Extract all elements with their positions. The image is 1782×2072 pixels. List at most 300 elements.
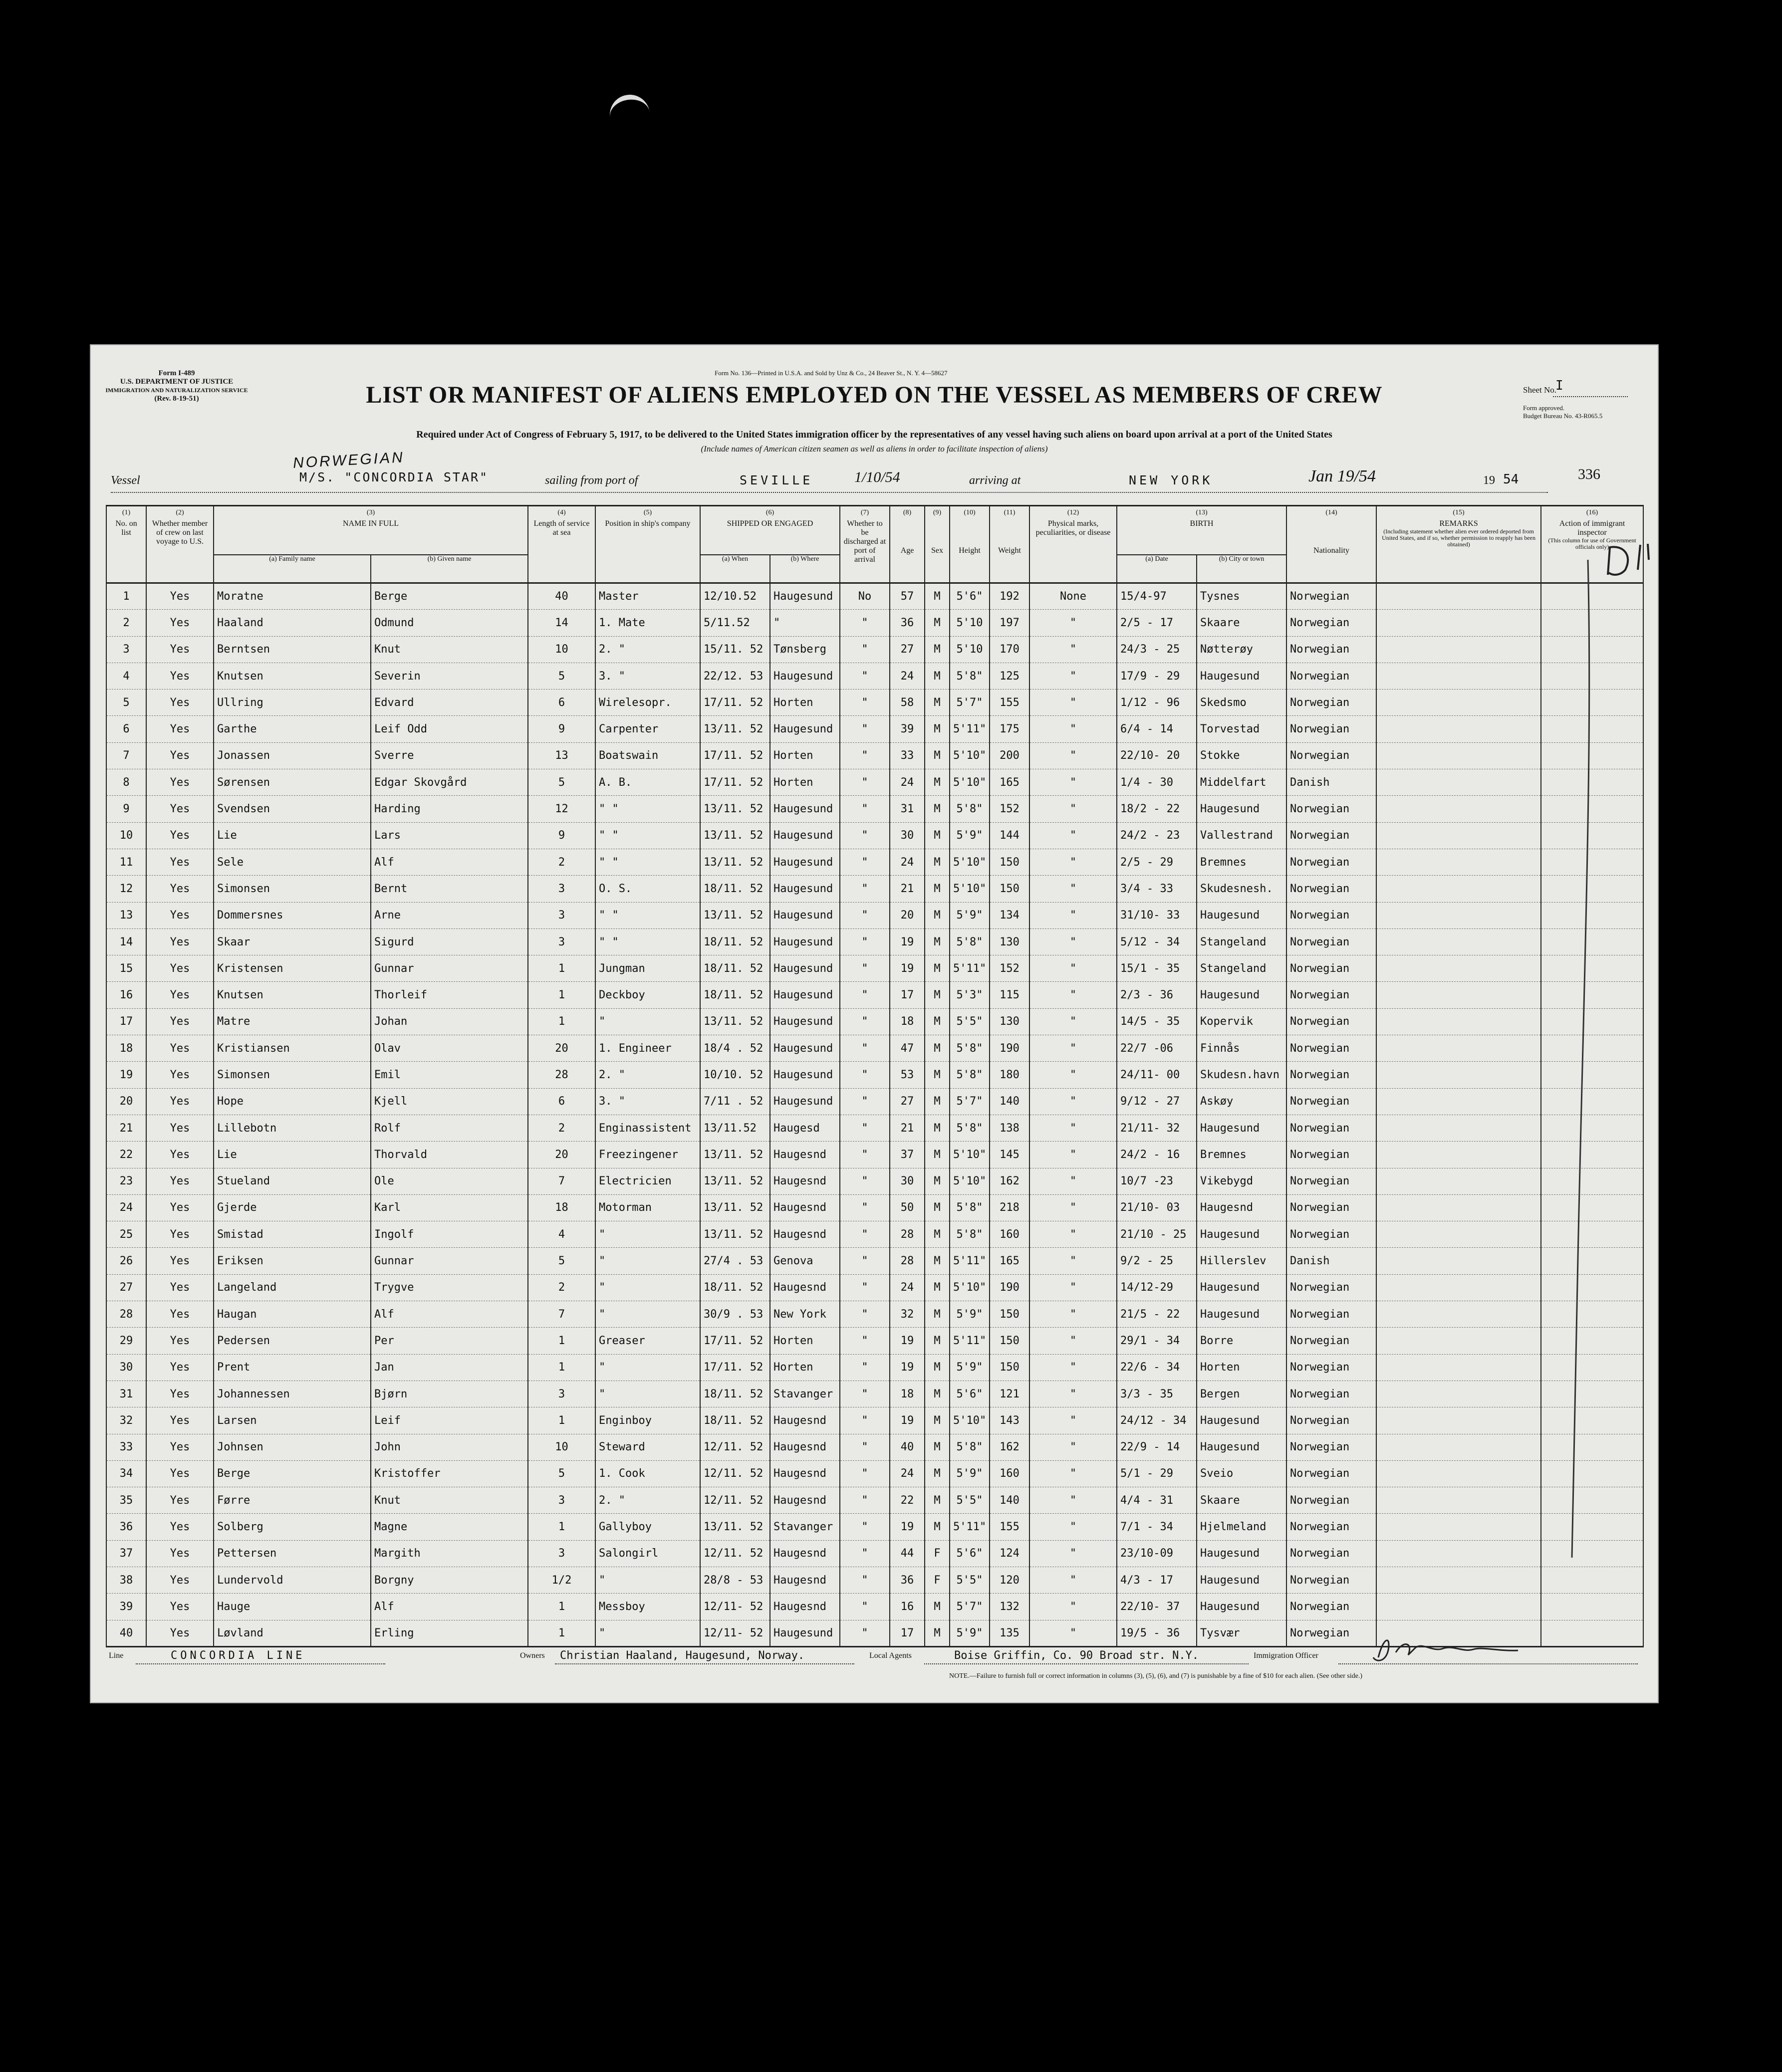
- cell-bcity: Tysnes: [1197, 583, 1286, 610]
- cell-sex: M: [925, 1460, 950, 1487]
- cell-physical: ": [1029, 1407, 1117, 1434]
- col-number: (15): [1376, 506, 1541, 520]
- cell-where: Haugesnd: [770, 1168, 840, 1194]
- departure-port: SEVILLE: [740, 473, 813, 487]
- cell-physical: ": [1029, 1620, 1117, 1646]
- cell-sex: M: [925, 690, 950, 716]
- cell-where: Haugesund: [770, 1088, 840, 1115]
- cell-crew: Yes: [146, 1487, 214, 1514]
- cell-when: 13/11. 52: [700, 849, 770, 875]
- cell-physical: ": [1029, 1168, 1117, 1194]
- cell-nationality: Norwegian: [1286, 1620, 1376, 1646]
- cell-nationality: Norwegian: [1286, 1434, 1376, 1460]
- cell-sex: M: [925, 1008, 950, 1035]
- cell-weight: 200: [990, 742, 1029, 769]
- cell-age: 24: [890, 849, 925, 875]
- col-number: (16): [1541, 506, 1643, 520]
- cell-family: Dommersnes: [214, 902, 371, 928]
- cell-crew: Yes: [146, 1248, 214, 1274]
- cell-crew: Yes: [146, 1567, 214, 1593]
- cell-bdate: 17/9 - 29: [1117, 663, 1197, 689]
- cell-where: Haugesnd: [770, 1434, 840, 1460]
- cell-height: 5'5": [950, 1487, 990, 1514]
- cell-weight: 130: [990, 1008, 1029, 1035]
- cell-position: Messboy: [595, 1594, 700, 1620]
- cell-bcity: Vallestrand: [1197, 822, 1286, 849]
- cell-discharged: ": [840, 1434, 890, 1460]
- cell-discharged: ": [840, 690, 890, 716]
- cell-height: 5'6": [950, 1381, 990, 1407]
- cell-family: Berntsen: [214, 636, 371, 663]
- cell-nationality: Norwegian: [1286, 1115, 1376, 1141]
- cell-height: 5'8": [950, 1221, 990, 1248]
- cell-family: Kristiansen: [214, 1035, 371, 1062]
- cell-remarks: [1376, 1115, 1541, 1141]
- cell-where: Haugesund: [770, 876, 840, 902]
- cell-height: 5'6": [950, 583, 990, 610]
- cell-age: 19: [890, 1407, 925, 1434]
- col-number: (14): [1286, 506, 1376, 520]
- cell-family: Garthe: [214, 716, 371, 742]
- cell-remarks: [1376, 1514, 1541, 1540]
- cell-physical: ": [1029, 1354, 1117, 1381]
- crew-rows: [106, 583, 1643, 1647]
- cell-age: 24: [890, 663, 925, 689]
- owners-rule: [555, 1663, 854, 1664]
- officer-label: Immigration Officer: [1254, 1651, 1318, 1660]
- cell-service: 1: [528, 1620, 595, 1646]
- header-length-service: Length of service at sea: [528, 519, 595, 583]
- crew-row: [106, 796, 1643, 822]
- cell-position: ": [595, 1008, 700, 1035]
- cell-when: 13/11. 52: [700, 1008, 770, 1035]
- cell-where: Haugesund: [770, 955, 840, 982]
- cell-weight: 150: [990, 849, 1029, 875]
- cell-position: ": [595, 1248, 700, 1274]
- cell-no: 5: [106, 690, 146, 716]
- cell-given: Kjell: [371, 1088, 528, 1115]
- approval-line: Form approved.: [1523, 404, 1565, 412]
- cell-age: 33: [890, 742, 925, 769]
- action-title: Action of immigrant inspector: [1559, 519, 1625, 537]
- cell-physical: ": [1029, 1301, 1117, 1328]
- cell-bdate: 24/11- 00: [1117, 1062, 1197, 1088]
- cell-when: 18/11. 52: [700, 928, 770, 955]
- cell-no: 32: [106, 1407, 146, 1434]
- cell-bcity: Haugesund: [1197, 1434, 1286, 1460]
- cell-position: ": [595, 1567, 700, 1593]
- cell-crew: Yes: [146, 716, 214, 742]
- cell-bdate: 3/4 - 33: [1117, 876, 1197, 902]
- cell-crew: Yes: [146, 1115, 214, 1141]
- cell-when: 13/11. 52: [700, 1514, 770, 1540]
- crew-row: [106, 716, 1643, 742]
- cell-bdate: 22/6 - 34: [1117, 1354, 1197, 1381]
- cell-family: Førre: [214, 1487, 371, 1514]
- cell-physical: ": [1029, 716, 1117, 742]
- cell-bdate: 3/3 - 35: [1117, 1381, 1197, 1407]
- cell-where: Haugesnd: [770, 1567, 840, 1593]
- cell-height: 5'11": [950, 955, 990, 982]
- cell-service: 13: [528, 742, 595, 769]
- cell-given: Gunnar: [371, 1248, 528, 1274]
- cell-where: Stavanger: [770, 1514, 840, 1540]
- cell-family: Stueland: [214, 1168, 371, 1194]
- cell-position: A. B.: [595, 769, 700, 796]
- cell-service: 2: [528, 1274, 595, 1301]
- cell-bcity: Hjelmeland: [1197, 1514, 1286, 1540]
- crew-row: [106, 1142, 1643, 1168]
- cell-sex: M: [925, 955, 950, 982]
- cell-height: 5'10": [950, 1407, 990, 1434]
- cell-service: 3: [528, 1381, 595, 1407]
- crew-row: [106, 1221, 1643, 1248]
- cell-service: 9: [528, 716, 595, 742]
- cell-when: 12/11. 52: [700, 1487, 770, 1514]
- cell-sex: M: [925, 1487, 950, 1514]
- cell-family: Larsen: [214, 1407, 371, 1434]
- cell-physical: ": [1029, 955, 1117, 982]
- cell-when: 13/11. 52: [700, 1194, 770, 1221]
- cell-bdate: 6/4 - 14: [1117, 716, 1197, 742]
- cell-weight: 150: [990, 1354, 1029, 1381]
- cell-no: 37: [106, 1540, 146, 1567]
- header-nationality: Nationality: [1286, 519, 1376, 583]
- cell-position: ": [595, 1301, 700, 1328]
- cell-where: Haugesnd: [770, 1221, 840, 1248]
- cell-position: 1. Mate: [595, 610, 700, 636]
- cell-physical: ": [1029, 1194, 1117, 1221]
- sheet-label: Sheet No.: [1523, 385, 1557, 395]
- cell-remarks: [1376, 1381, 1541, 1407]
- cell-family: Hope: [214, 1088, 371, 1115]
- cell-crew: Yes: [146, 1381, 214, 1407]
- cell-family: Haaland: [214, 610, 371, 636]
- cell-when: 13/11. 52: [700, 822, 770, 849]
- cell-when: 17/11. 52: [700, 690, 770, 716]
- cell-remarks: [1376, 902, 1541, 928]
- cell-height: 5'8": [950, 1434, 990, 1460]
- cell-nationality: Norwegian: [1286, 1274, 1376, 1301]
- cell-age: 39: [890, 716, 925, 742]
- cell-remarks: [1376, 583, 1541, 610]
- header-height: Height: [950, 519, 990, 583]
- cell-weight: 140: [990, 1088, 1029, 1115]
- cell-bcity: Skaare: [1197, 1487, 1286, 1514]
- cell-sex: M: [925, 1035, 950, 1062]
- cell-discharged: ": [840, 1194, 890, 1221]
- cell-sex: M: [925, 636, 950, 663]
- cell-physical: None: [1029, 583, 1117, 610]
- cell-sex: M: [925, 1194, 950, 1221]
- cell-remarks: [1376, 769, 1541, 796]
- cell-when: 17/11. 52: [700, 769, 770, 796]
- cell-remarks: [1376, 1434, 1541, 1460]
- department-name: U.S. DEPARTMENT OF JUSTICE: [120, 378, 234, 386]
- cell-given: Alf: [371, 1594, 528, 1620]
- cell-bcity: Stokke: [1197, 742, 1286, 769]
- cell-family: Pettersen: [214, 1540, 371, 1567]
- cell-no: 6: [106, 716, 146, 742]
- cell-where: Haugesund: [770, 1062, 840, 1088]
- vessel-label: Vessel: [111, 474, 140, 487]
- cell-given: Bernt: [371, 876, 528, 902]
- cell-sex: M: [925, 1115, 950, 1141]
- cell-action: [1541, 1620, 1643, 1646]
- cell-given: Leif Odd: [371, 716, 528, 742]
- cell-bdate: 21/10 - 25: [1117, 1221, 1197, 1248]
- cell-when: 28/8 - 53: [700, 1567, 770, 1593]
- crew-row: [106, 1514, 1643, 1540]
- cell-nationality: Norwegian: [1286, 1088, 1376, 1115]
- cell-when: 18/11. 52: [700, 955, 770, 982]
- cell-no: 24: [106, 1194, 146, 1221]
- cell-position: 1. Engineer: [595, 1035, 700, 1062]
- cell-where: Haugesund: [770, 583, 840, 610]
- cell-given: Alf: [371, 1301, 528, 1328]
- cell-given: Johan: [371, 1008, 528, 1035]
- cell-age: 21: [890, 1115, 925, 1141]
- cell-given: Ole: [371, 1168, 528, 1194]
- cell-service: 1: [528, 1354, 595, 1381]
- cell-given: John: [371, 1434, 528, 1460]
- cell-given: Sigurd: [371, 928, 528, 955]
- cell-given: Borgny: [371, 1567, 528, 1593]
- cell-given: Erling: [371, 1620, 528, 1646]
- cell-sex: M: [925, 1594, 950, 1620]
- cell-nationality: Norwegian: [1286, 1142, 1376, 1168]
- cell-when: 13/11. 52: [700, 902, 770, 928]
- sailing-label: sailing from port of: [545, 474, 638, 487]
- cell-position: " ": [595, 928, 700, 955]
- cell-discharged: ": [840, 1460, 890, 1487]
- crew-row: [106, 1381, 1643, 1407]
- crew-row: [106, 1301, 1643, 1328]
- cell-discharged: ": [840, 1168, 890, 1194]
- cell-height: 5'10": [950, 849, 990, 875]
- cell-remarks: [1376, 1354, 1541, 1381]
- cell-remarks: [1376, 610, 1541, 636]
- cell-nationality: Norwegian: [1286, 1354, 1376, 1381]
- cell-service: 1: [528, 1594, 595, 1620]
- sheet-number: I: [1555, 378, 1563, 393]
- cell-height: 5'10": [950, 769, 990, 796]
- cell-age: 19: [890, 1354, 925, 1381]
- cell-age: 17: [890, 1620, 925, 1646]
- cell-given: Jan: [371, 1354, 528, 1381]
- cell-remarks: [1376, 1460, 1541, 1487]
- cell-when: 13/11.52: [700, 1115, 770, 1141]
- cell-age: 20: [890, 902, 925, 928]
- cell-when: 10/10. 52: [700, 1062, 770, 1088]
- cell-position: ": [595, 1620, 700, 1646]
- cell-sex: M: [925, 902, 950, 928]
- cell-physical: ": [1029, 902, 1117, 928]
- cell-position: Boatswain: [595, 742, 700, 769]
- cell-weight: 160: [990, 1460, 1029, 1487]
- cell-height: 5'8": [950, 1194, 990, 1221]
- cell-crew: Yes: [146, 1274, 214, 1301]
- vessel-name: M/S. "CONCORDIA STAR": [299, 470, 489, 484]
- cell-bcity: Haugesund: [1197, 1221, 1286, 1248]
- cell-when: 18/11. 52: [700, 1407, 770, 1434]
- cell-sex: F: [925, 1567, 950, 1593]
- cell-discharged: ": [840, 1115, 890, 1141]
- cell-given: Berge: [371, 583, 528, 610]
- cell-sex: M: [925, 663, 950, 689]
- header-shipped-engaged: SHIPPED OR ENGAGED: [700, 519, 840, 555]
- cell-where: Tønsberg: [770, 636, 840, 663]
- cell-no: 21: [106, 1115, 146, 1141]
- cell-weight: 135: [990, 1620, 1029, 1646]
- cell-service: 10: [528, 1434, 595, 1460]
- cell-discharged: ": [840, 1035, 890, 1062]
- col-number: (7): [840, 506, 890, 520]
- cell-crew: Yes: [146, 583, 214, 610]
- cell-service: 5: [528, 769, 595, 796]
- cell-age: 19: [890, 928, 925, 955]
- cell-weight: 120: [990, 1567, 1029, 1593]
- cell-where: Haugesd: [770, 1115, 840, 1141]
- cell-crew: Yes: [146, 928, 214, 955]
- cell-bdate: 2/5 - 29: [1117, 849, 1197, 875]
- cell-when: 18/4 . 52: [700, 1035, 770, 1062]
- cell-given: Thorleif: [371, 982, 528, 1008]
- cell-sex: M: [925, 1274, 950, 1301]
- cell-physical: ": [1029, 663, 1117, 689]
- cell-where: Haugesnd: [770, 1274, 840, 1301]
- cell-service: 1: [528, 1328, 595, 1354]
- cell-no: 7: [106, 742, 146, 769]
- cell-sex: M: [925, 928, 950, 955]
- cell-height: 5'10: [950, 636, 990, 663]
- col-number: (9): [925, 506, 950, 520]
- cell-crew: Yes: [146, 690, 214, 716]
- cell-bdate: 9/2 - 25: [1117, 1248, 1197, 1274]
- cell-position: " ": [595, 822, 700, 849]
- cell-no: 28: [106, 1301, 146, 1328]
- cell-height: 5'3": [950, 982, 990, 1008]
- cell-physical: ": [1029, 742, 1117, 769]
- crew-row: [106, 610, 1643, 636]
- cell-height: 5'8": [950, 663, 990, 689]
- header-discharged: Whether to be discharged at port of arrival: [840, 519, 890, 583]
- cell-nationality: Norwegian: [1286, 1460, 1376, 1487]
- cell-age: 28: [890, 1248, 925, 1274]
- column-number-row: [106, 506, 1643, 520]
- header-family-name: (a) Family name: [214, 555, 371, 583]
- cell-crew: Yes: [146, 636, 214, 663]
- cell-service: 20: [528, 1035, 595, 1062]
- cell-family: Gjerde: [214, 1194, 371, 1221]
- cell-sex: M: [925, 1620, 950, 1646]
- cell-family: Lillebotn: [214, 1115, 371, 1141]
- cell-weight: 134: [990, 902, 1029, 928]
- inspector-vertical-line: [1558, 560, 1598, 1558]
- col-number: (11): [990, 506, 1029, 520]
- cell-crew: Yes: [146, 1221, 214, 1248]
- crew-row: [106, 928, 1643, 955]
- cell-remarks: [1376, 1248, 1541, 1274]
- cell-physical: ": [1029, 1328, 1117, 1354]
- cell-bdate: 15/1 - 35: [1117, 955, 1197, 982]
- crew-row: [106, 636, 1643, 663]
- cell-remarks: [1376, 822, 1541, 849]
- cell-age: 27: [890, 636, 925, 663]
- action-note: (This column for use of Government officials only): [1548, 537, 1636, 550]
- cell-when: 13/11. 52: [700, 1221, 770, 1248]
- cell-sex: M: [925, 583, 950, 610]
- cell-service: 20: [528, 1142, 595, 1168]
- cell-discharged: ": [840, 1540, 890, 1567]
- cell-age: 32: [890, 1301, 925, 1328]
- cell-age: 44: [890, 1540, 925, 1567]
- crew-row: [106, 955, 1643, 982]
- cell-where: Haugesund: [770, 1035, 840, 1062]
- cell-height: 5'8": [950, 928, 990, 955]
- cell-height: 5'10": [950, 1142, 990, 1168]
- cell-remarks: [1376, 1008, 1541, 1035]
- cell-no: 34: [106, 1460, 146, 1487]
- cell-no: 31: [106, 1381, 146, 1407]
- cell-age: 27: [890, 1088, 925, 1115]
- cell-service: 1: [528, 1514, 595, 1540]
- cell-crew: Yes: [146, 849, 214, 875]
- cell-physical: ": [1029, 928, 1117, 955]
- budget-bureau: Budget Bureau No. 43-R065.5: [1523, 412, 1603, 420]
- cell-family: Moratne: [214, 583, 371, 610]
- cell-sex: M: [925, 1407, 950, 1434]
- crew-row: [106, 1274, 1643, 1301]
- cell-crew: Yes: [146, 982, 214, 1008]
- cell-no: 23: [106, 1168, 146, 1194]
- cell-bcity: Askøy: [1197, 1088, 1286, 1115]
- cell-discharged: ": [840, 902, 890, 928]
- cell-physical: ": [1029, 610, 1117, 636]
- crew-row: [106, 1407, 1643, 1434]
- cell-height: 5'9": [950, 1354, 990, 1381]
- cell-service: 28: [528, 1062, 595, 1088]
- cell-where: Stavanger: [770, 1381, 840, 1407]
- crew-row: [106, 1194, 1643, 1221]
- cell-discharged: ": [840, 1514, 890, 1540]
- cell-position: Jungman: [595, 955, 700, 982]
- cell-bcity: Horten: [1197, 1354, 1286, 1381]
- cell-discharged: ": [840, 1381, 890, 1407]
- cell-bcity: Haugesund: [1197, 1540, 1286, 1567]
- cell-discharged: ": [840, 1142, 890, 1168]
- cell-bcity: Hillerslev: [1197, 1248, 1286, 1274]
- cell-where: Horten: [770, 1354, 840, 1381]
- cell-position: ": [595, 1354, 700, 1381]
- cell-crew: Yes: [146, 663, 214, 689]
- cell-discharged: ": [840, 1594, 890, 1620]
- cell-age: 19: [890, 1514, 925, 1540]
- cell-sex: M: [925, 1514, 950, 1540]
- cell-when: 18/11. 52: [700, 1274, 770, 1301]
- crew-row: [106, 1354, 1643, 1381]
- cell-when: 27/4 . 53: [700, 1248, 770, 1274]
- cell-physical: ": [1029, 1274, 1117, 1301]
- cell-no: 26: [106, 1248, 146, 1274]
- cell-nationality: Norwegian: [1286, 610, 1376, 636]
- cell-action: [1541, 1567, 1643, 1593]
- cell-crew: Yes: [146, 876, 214, 902]
- cell-physical: ": [1029, 1540, 1117, 1567]
- cell-given: Ingolf: [371, 1221, 528, 1248]
- form-id: Form I-489: [158, 369, 195, 377]
- cell-nationality: Norwegian: [1286, 849, 1376, 875]
